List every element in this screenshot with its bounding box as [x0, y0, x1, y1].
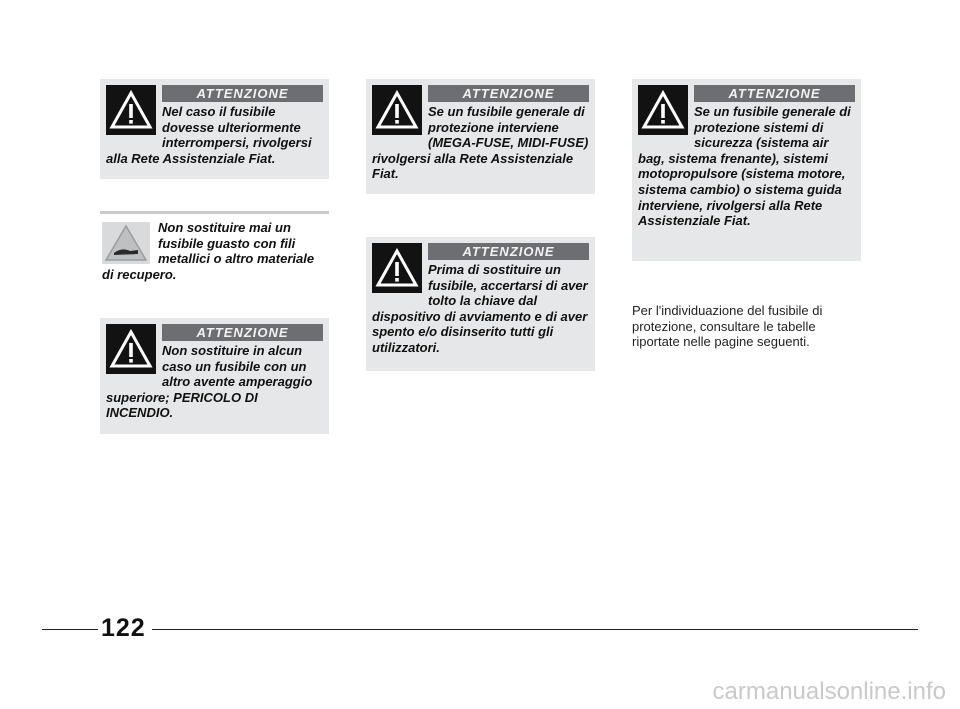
- attention-label: ATTENZIONE: [694, 85, 855, 102]
- warning-triangle-icon: [638, 85, 688, 135]
- warning-text: Prima di sostituire un fusibile, accertarsi di aver tolto la chiave dal dispositivo di avviamento e di aver spento e/o disinserito tutti gli utilizzatori.: [372, 262, 588, 355]
- warning-box-4: [366, 237, 595, 371]
- attention-label: ATTENZIONE: [428, 243, 589, 260]
- note-box: [100, 211, 329, 291]
- attention-label: ATTENZIONE: [162, 324, 323, 341]
- warning-box-2: [100, 318, 329, 434]
- warning-box-5: [632, 79, 861, 261]
- warning-text: Non sostituire in alcun caso un fusibile con un altro avente amperaggio superiore; PERICOLO DI INCENDIO.: [106, 343, 313, 421]
- attention-label: ATTENZIONE: [428, 85, 589, 102]
- warning-triangle-icon: [372, 85, 422, 135]
- footer-rule-left: [42, 629, 102, 630]
- info-paragraph: Per l'individuazione del fusibile di protezione, consultare le tabelle riportate nelle pagine seguenti.: [632, 303, 823, 350]
- warning-text: Se un fusibile generale di protezione sistemi di sicurezza (sistema air bag, sistema frenante), sistemi motopropulsore (sistema motore, sistema cambio) o sistema guida interviene, rivolgersi alla Rete Assistenziale Fiat.: [638, 104, 851, 229]
- footer-rule-right: [152, 629, 918, 630]
- warning-box-3: [366, 79, 595, 194]
- hand-warning-icon: [102, 222, 150, 264]
- warning-text: Se un fusibile generale di protezione interviene (MEGA-FUSE, MIDI-FUSE) rivolgersi alla Rete Assistenziale Fiat.: [372, 104, 589, 182]
- page-number: 122: [98, 614, 149, 643]
- attention-label: ATTENZIONE: [162, 85, 323, 102]
- warning-text: Nel caso il fusibile dovesse ulteriormente interrompersi, rivolgersi alla Rete Assistenziale Fiat.: [106, 104, 312, 166]
- warning-triangle-icon: [106, 324, 156, 374]
- note-text: Non sostituire mai un fusibile guasto con fili metallici o altro materiale di recupero.: [102, 220, 315, 282]
- warning-box-1: [100, 79, 329, 179]
- warning-triangle-icon: [106, 85, 156, 135]
- warning-triangle-icon: [372, 243, 422, 293]
- watermark: carmanualsonline.info: [712, 678, 946, 705]
